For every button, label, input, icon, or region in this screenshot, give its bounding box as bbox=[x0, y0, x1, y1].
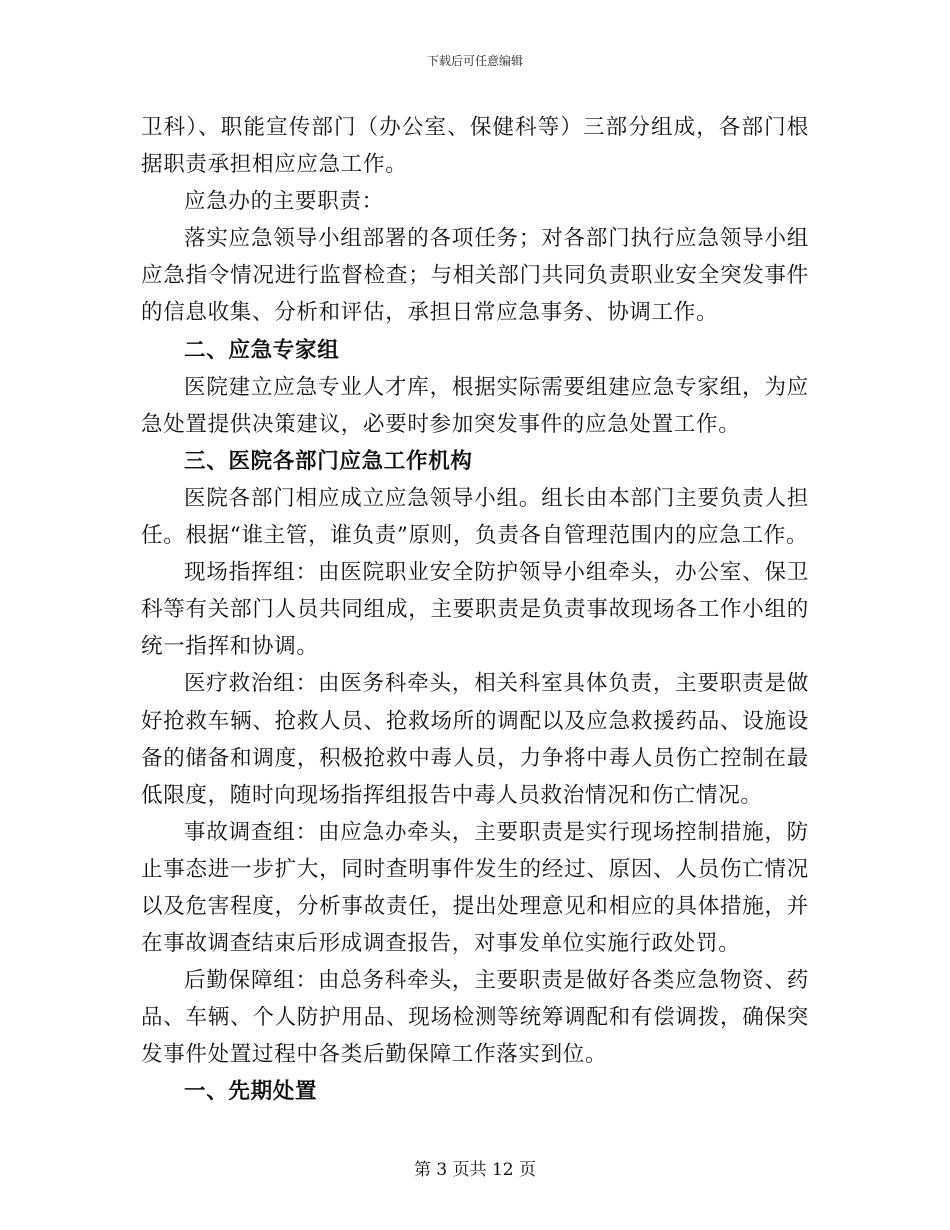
paragraph-continuation: 卫科）、职能宣传部门（办公室、保健科等）三部分组成，各部门根据职责承担相应应急工作。 bbox=[141, 115, 809, 178]
section-heading-initial-response: 一、先期处置 bbox=[184, 1079, 318, 1105]
paragraph-expert-group: 医院建立应急专业人才库，根据实际需要组建应急专家组，为应急处置提供决策建议，必要时参加突发事件的应急处置工作。 bbox=[141, 374, 809, 437]
section-heading-expert-group: 二、应急专家组 bbox=[184, 337, 340, 363]
paragraph-emergency-office-duties-title: 应急办的主要职责： bbox=[184, 189, 384, 215]
section-heading-department-bodies: 三、医院各部门应急工作机构 bbox=[184, 448, 473, 474]
paragraph-accident-investigation-group: 事故调查组：由应急办牵头，主要职责是实行现场控制措施，防止事态进一步扩大，同时查明事件发生的经过、原因、人员伤亡情况以及危害程度，分析事故责任，提出处理意见和相应的具体措施，并在事故调查结束后形成调查报告，对事发单位实施行政处罚。 bbox=[141, 819, 809, 957]
document-body bbox=[141, 109, 809, 1111]
paragraph-department-bodies: 医院各部门相应成立应急领导小组。组长由本部门主要负责人担任。根据“谁主管，谁负责”原则，负责各自管理范围内的应急工作。 bbox=[141, 485, 809, 549]
page-header: 下载后可任意编辑 bbox=[426, 54, 523, 68]
paragraph-site-command-group: 现场指挥组：由医院职业安全防护领导小组牵头，办公室、保卫科等有关部门人员共同组成，主要职责是负责事故现场各工作小组的统一指挥和协调。 bbox=[141, 560, 809, 660]
paragraph-medical-treatment-group: 医疗救治组：由医务科牵头，相关科室具体负责，主要职责是做好抢救车辆、抢救人员、抢救场所的调配以及应急救援药品、设施设备的储备和调度，积极抢救中毒人员，力争将中毒人员伤亡控制在最低限度，随时向现场指挥组报告中毒人员救治情况和伤亡情况。 bbox=[141, 671, 809, 808]
paragraph-emergency-office-duties: 落实应急领导小组部署的各项任务；对各部门执行应急领导小组应急指令情况进行监督检查；与相关部门共同负责职业安全突发事件的信息收集、分析和评估，承担日常应急事务、协调工作。 bbox=[141, 226, 809, 326]
page-footer: 第 3 页共 12 页 bbox=[413, 1160, 537, 1180]
paragraph-logistics-group: 后勤保障组：由总务科牵头，主要职责是做好各类应急物资、药品、车辆、个人防护用品、现场检测等统筹调配和有偿调拨，确保突发事件处置过程中各类后勤保障工作落实到位。 bbox=[141, 968, 809, 1068]
